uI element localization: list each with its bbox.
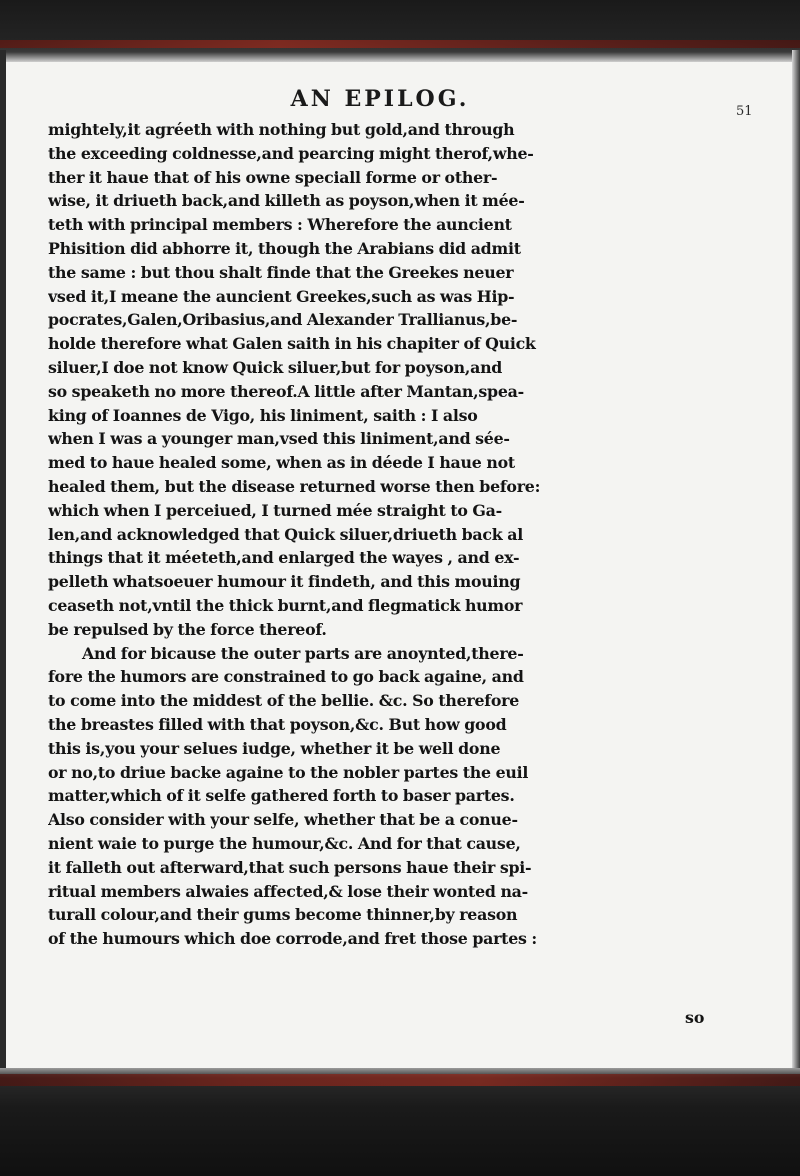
text-line: healed them, but the disease returned worse then before:	[48, 476, 541, 496]
scan-top-border	[0, 0, 800, 62]
paragraph-first-line: And for bicause the outer parts are anoynted,there-	[82, 643, 524, 663]
text-line: which when I perceiued, I turned mée straight to Ga-	[48, 500, 502, 520]
text-line: teth with principal members : Wherefore the auncient	[48, 215, 512, 235]
text-line: ritual members alwaies affected,& lose their wonted na-	[48, 881, 528, 901]
text-line: fore the humors are constrained to go back againe, and	[48, 667, 524, 687]
text-line: ther it haue that of his owne speciall forme or other-	[48, 167, 498, 187]
scan-bottom-red-binding	[0, 1074, 800, 1086]
text-line: so speaketh no more thereof.A little after Mantan,spea-	[48, 381, 524, 401]
text-line: siluer,I doe not know Quick siluer,but for poyson,and	[48, 357, 503, 377]
catchword: so	[685, 1008, 705, 1027]
text-line: or no,to driue backe againe to the nobler partes the euil	[48, 762, 529, 782]
scan-left-border	[0, 50, 6, 1090]
text-line: vsed it,I meane the auncient Greekes,such as was Hip-	[48, 286, 515, 306]
text-line: matter,which of it selfe gathered forth to baser partes.	[48, 786, 515, 806]
text-line: the breastes filled with that poyson,&c. But how good	[48, 714, 507, 734]
text-line: Also consider with your selfe, whether that be a conue-	[48, 810, 518, 830]
text-line: turall colour,and their gums become thinner,by reason	[48, 905, 518, 925]
text-line: Phisition did abhorre it, though the Arabians did admit	[48, 238, 521, 258]
text-line: the same : but thou shalt finde that the Greekes neuer	[48, 262, 514, 282]
text-line: be repulsed by the force thereof.	[48, 619, 327, 639]
text-line: nient waie to purge the humour,&c. And for that cause,	[48, 833, 521, 853]
scan-top-red-binding	[0, 40, 800, 48]
text-line: to come into the middest of the bellie. &c. So therefore	[48, 691, 519, 711]
text-line: pelleth whatsoeuer humour it findeth, and this mouing	[48, 572, 521, 592]
body-text	[48, 118, 748, 951]
text-line: mightely,it agréeth with nothing but gold,and through	[48, 120, 515, 139]
scan-right-border	[792, 50, 800, 1090]
text-line: things that it méeteth,and enlarged the wayes , and ex-	[48, 548, 520, 568]
text-line: pocrates,Galen,Oribasius,and Alexander Trallianus,be-	[48, 310, 518, 330]
book-page	[30, 66, 775, 1066]
text-line: this is,you your selues iudge, whether it be well done	[48, 738, 501, 758]
text-line: the exceeding coldnesse,and pearcing might therof,whe-	[48, 143, 534, 163]
text-line: ceaseth not,vntil the thick burnt,and flegmatick humor	[48, 595, 523, 615]
text-line: king of Ioannes de Vigo, his liniment, saith : I also	[48, 405, 478, 425]
text-line: len,and acknowledged that Quick siluer,driueth back al	[48, 524, 523, 544]
page-number: 51	[736, 104, 753, 119]
text-line: med to haue healed some, when as in déede I haue not	[48, 453, 515, 473]
text-line: when I was a younger man,vsed this liniment,and sée-	[48, 429, 510, 449]
text-line: holde therefore what Galen saith in his chapiter of Quick	[48, 334, 536, 354]
running-head: AN EPILOG.	[290, 86, 470, 112]
text-line: wise, it driueth back,and killeth as poyson,when it mée-	[48, 191, 525, 211]
text-line: it falleth out afterward,that such persons haue their spi-	[48, 857, 532, 877]
text-line: of the humours which doe corrode,and fret those partes :	[48, 929, 538, 949]
